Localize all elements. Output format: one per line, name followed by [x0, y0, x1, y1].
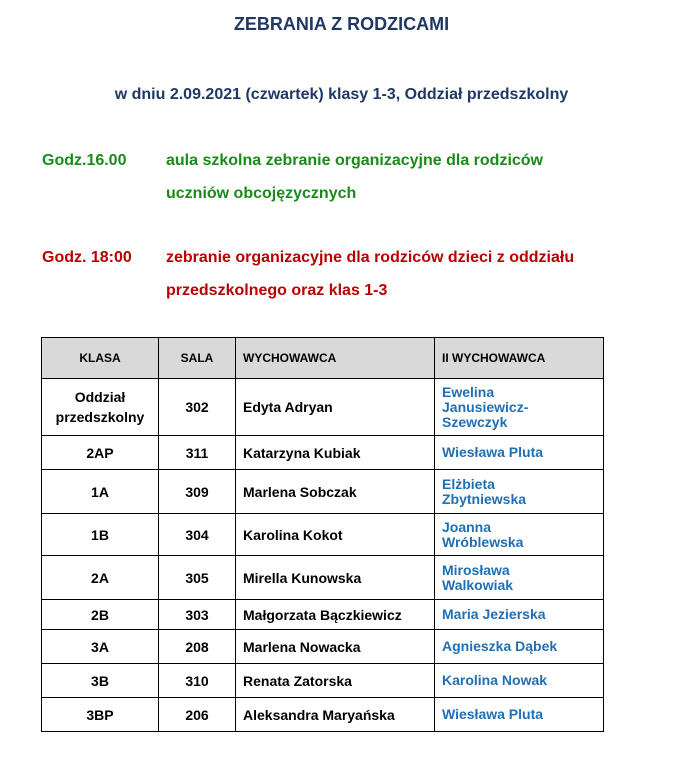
klasa-text: Oddział [74, 389, 126, 405]
cell-wychowawca: Mirella Kunowska [236, 556, 435, 600]
cell-sala: 303 [159, 600, 236, 630]
cell-wychowawca: Małgorzata Bączkiewicz [236, 600, 435, 630]
ii-wychowawca-text: Maria Jezierska [442, 606, 546, 622]
table-row [42, 436, 604, 470]
class-teachers-table [41, 337, 604, 732]
header-wychowawca: WYCHOWAWCA [236, 338, 435, 379]
cell-sala: 304 [159, 514, 236, 556]
schedule-line: uczniów obcojęzycznych [166, 185, 357, 202]
klasa-text: 2AP [86, 444, 114, 461]
cell-wychowawca: Katarzyna Kubiak [236, 436, 435, 470]
ii-wychowawca-text: Mirosława [442, 561, 510, 578]
table-row [42, 470, 604, 514]
cell-wychowawca: Renata Zatorska [236, 664, 435, 698]
cell-sala: 309 [159, 470, 236, 514]
cell-sala: 305 [159, 556, 236, 600]
cell-wychowawca: Edyta Adryan [236, 379, 435, 436]
ii-wychowawca-text: Karolina Nowak [442, 672, 548, 688]
meeting-date: w dniu 2.09.2021 (czwartek) klasy 1-3, Oddział przedszkolny [114, 86, 569, 103]
cell-klasa [42, 556, 159, 600]
cell-wychowawca: Karolina Kokot [236, 514, 435, 556]
schedule-line: zebranie organizacyjne dla rodziców dzieci z oddziału [166, 249, 575, 266]
page-title: ZEBRANIA Z RODZICAMI [233, 14, 450, 34]
cell-wychowawca: Aleksandra Maryańska [236, 698, 435, 732]
cell-ii-wychowawca [435, 470, 604, 514]
cell-wychowawca: Marlena Nowacka [236, 630, 435, 664]
table-row [42, 630, 604, 664]
ii-wychowawca-text: Ewelina [442, 383, 495, 400]
table-row [42, 379, 604, 436]
cell-klasa [42, 600, 159, 630]
cell-sala: 311 [159, 436, 236, 470]
cell-klasa [42, 698, 159, 732]
cell-ii-wychowawca [435, 630, 604, 664]
ii-wychowawca-text: Agnieszka Dąbek [442, 638, 558, 654]
table-body [42, 379, 604, 732]
klasa-text: 2B [91, 606, 109, 623]
ii-wychowawca-text: Zbytniewska [442, 490, 527, 507]
header-sala: SALA [159, 338, 236, 379]
cell-klasa [42, 436, 159, 470]
cell-ii-wychowawca [435, 514, 604, 556]
cell-ii-wychowawca [435, 600, 604, 630]
cell-ii-wychowawca [435, 698, 604, 732]
table-row [42, 556, 604, 600]
header-ii-wychowawca: II WYCHOWAWCA [435, 338, 604, 379]
klasa-text: 2A [91, 569, 109, 586]
cell-wychowawca: Marlena Sobczak [236, 470, 435, 514]
table-row [42, 514, 604, 556]
cell-klasa [42, 630, 159, 664]
cell-sala: 310 [159, 664, 236, 698]
cell-klasa [42, 664, 159, 698]
table-row [42, 698, 604, 732]
cell-ii-wychowawca [435, 556, 604, 600]
cell-klasa [42, 514, 159, 556]
ii-wychowawca-text: Wiesława Pluta [442, 706, 544, 722]
ii-wychowawca-text: Wiesława Pluta [442, 444, 544, 460]
schedule-line: przedszkolnego oraz klas 1-3 [166, 282, 388, 299]
cell-ii-wychowawca [435, 379, 604, 436]
schedule-description [166, 144, 666, 210]
schedule-time: Godz.16.00 [42, 152, 127, 169]
cell-klasa [42, 379, 159, 436]
table-header-row [42, 338, 604, 379]
schedule-time: Godz. 18:00 [42, 249, 132, 266]
ii-wychowawca-text: Walkowiak [442, 576, 514, 593]
ii-wychowawca-text: Szewczyk [442, 413, 508, 430]
table-row [42, 664, 604, 698]
ii-wychowawca-text: Joanna [442, 518, 492, 535]
klasa-text: przedszkolny [55, 409, 145, 425]
ii-wychowawca-text: Janusiewicz- [442, 398, 529, 415]
cell-sala: 208 [159, 630, 236, 664]
ii-wychowawca-text: Elżbieta [442, 475, 495, 492]
klasa-text: 1A [91, 483, 109, 500]
ii-wychowawca-text: Wróblewska [442, 533, 524, 550]
klasa-text: 3A [91, 638, 109, 655]
table-row [42, 600, 604, 630]
cell-sala: 302 [159, 379, 236, 436]
cell-sala: 206 [159, 698, 236, 732]
cell-ii-wychowawca [435, 436, 604, 470]
klasa-text: 1B [91, 526, 109, 543]
schedule-description [166, 241, 666, 307]
cell-klasa [42, 470, 159, 514]
header-klasa: KLASA [42, 338, 159, 379]
klasa-text: 3BP [86, 706, 114, 723]
schedule-line: aula szkolna zebranie organizacyjne dla rodziców [166, 152, 543, 169]
cell-ii-wychowawca [435, 664, 604, 698]
klasa-text: 3B [91, 672, 109, 689]
